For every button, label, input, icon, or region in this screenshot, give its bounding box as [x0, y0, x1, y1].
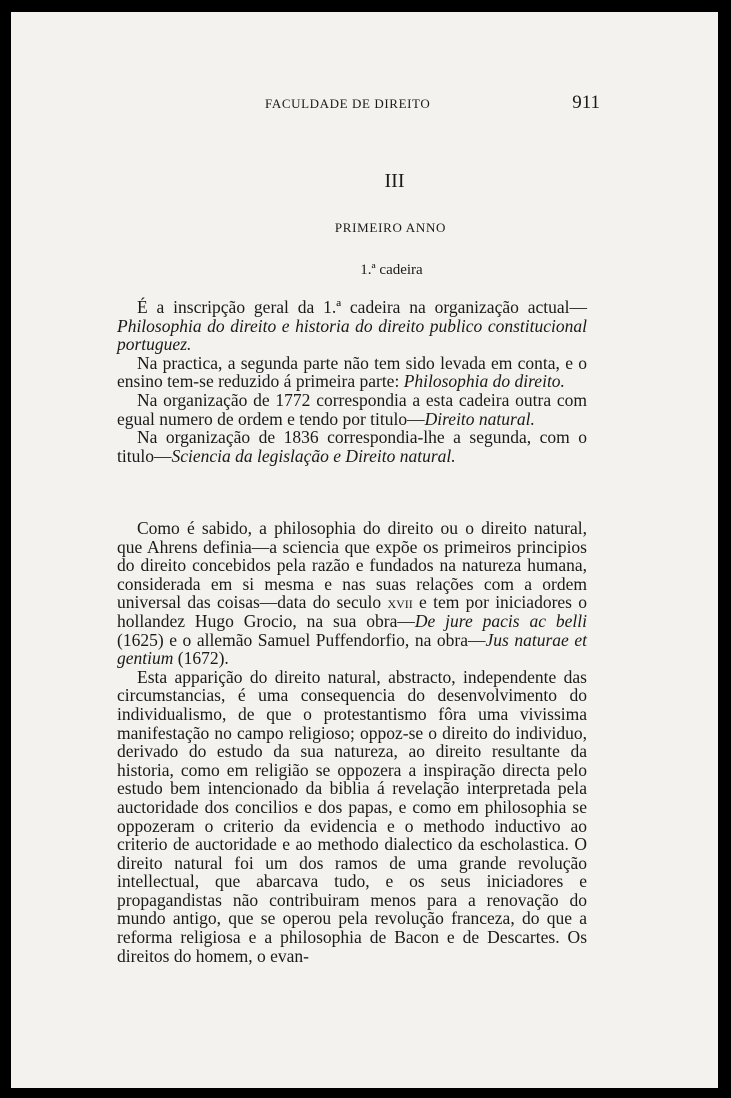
body-text: [117, 519, 587, 965]
body-paragraph: Esta apparição do direito natural, abstracto, independente das circumstancias, é uma consequencia do desenvolvimento do individualismo, de que o protestantismo fôra uma vivissima manifestação no campo religioso; oppoz-se o direito do individuo, derivado do estudo da sua natureza, ao direito resultante da historia, como em religião se oppozera a inspiração directa pelo estudo bem intencionado da biblia á revelação interpretada pela auctoridade dos concilios e dos papas, e como em philosophia se oppozeram o criterio da evidencia e o methodo inductivo ao criterio de auctoridade e ao methodo dialectico da escholastica. O direito natural foi um dos ramos de uma grande revolução intellectual, que abarcava tudo, e os seus iniciadores e propagandistas não contribuiram menos para a renovação do mundo antigo, que se operou pela revolução franceza, do que a reforma religiosa e a philosophia de Bacon e de Descartes. Os direitos do homem, o evan-: [117, 666, 587, 966]
intro-paragraph: Na practica, a segunda parte não tem sido levada em conta, e o ensino tem-se reduzido á primeira parte: Philosophia do direito.: [117, 352, 587, 392]
intro-paragraph: Na organização de 1836 correspondia-lhe a segunda, com o titulo—Sciencia da legislação e Direito natural.: [117, 427, 587, 466]
section-subtitle: PRIMEIRO ANNO: [334, 220, 447, 235]
cadeira-label: 1.ª cadeira: [360, 262, 423, 278]
book-page: [11, 12, 718, 1088]
intro-paragraph: É a inscripção geral da 1.ª cadeira na organização actual—Philosophia do direito e historia do direito publico constitucional portuguez.: [117, 297, 587, 355]
running-title: FACULDADE DE DIREITO: [265, 96, 431, 111]
intro-block: [117, 298, 587, 465]
intro-paragraph: Na organização de 1772 correspondia a esta cadeira outra com egual numero de ordem e tendo por titulo—Direito natural.: [117, 389, 587, 429]
page-number: 911: [572, 92, 600, 113]
section-number: III: [384, 170, 405, 192]
body-paragraph: Como é sabido, a philosophia do direito ou o direito natural, que Ahrens definia—a sciencia que expõe os primeiros principios do direito concebidos pela razão e fundados na natureza humana, considerada em si mesma e nas suas relações com a ordem universal das coisas—data do seculo xvii e tem por iniciadores o hollandez Hugo Grocio, na sua obra—De jure pacis ac belli (1625) e o allemão Samuel Puffendorfio, na obra—Jus naturae et gentium (1672).: [117, 518, 587, 669]
